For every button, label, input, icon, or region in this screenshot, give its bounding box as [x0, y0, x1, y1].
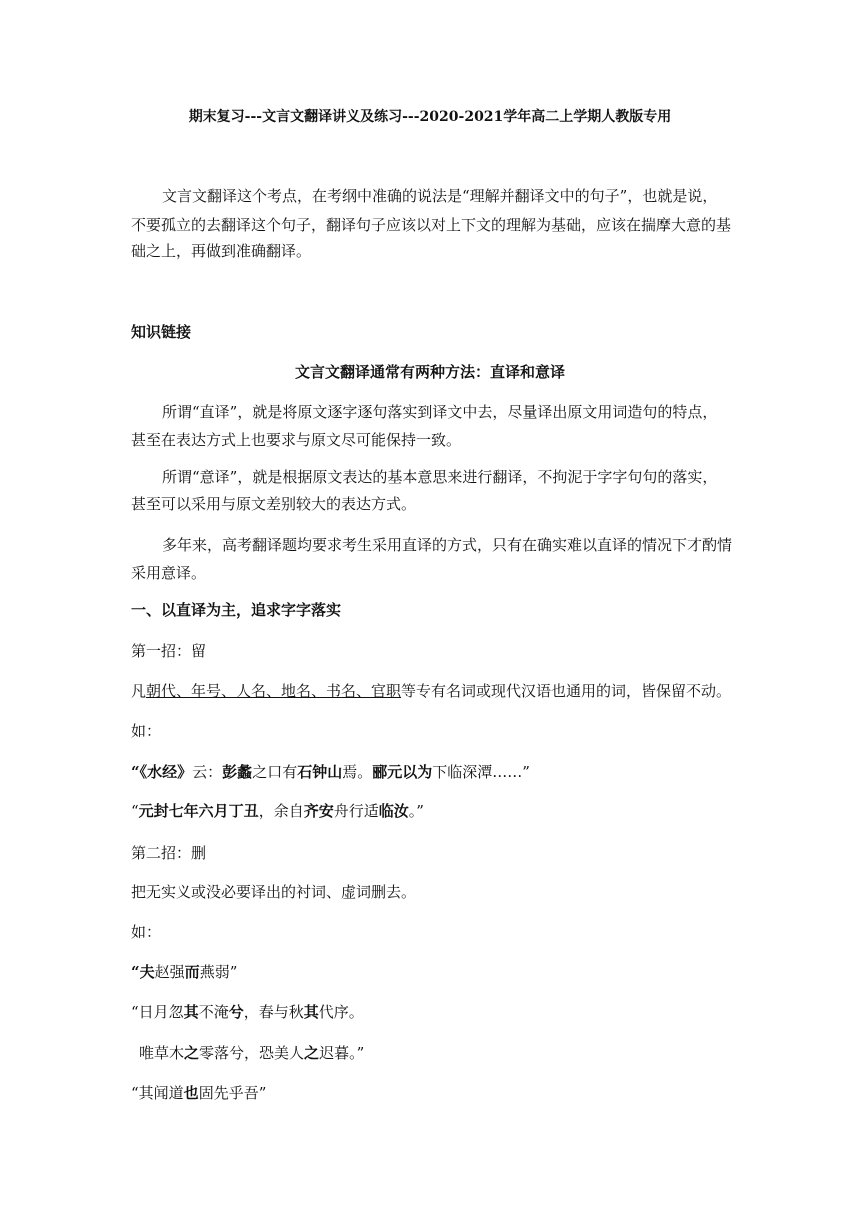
intro-line-2: 不要孤立的去翻译这个句子，翻译句子应该以对上下文的理解为基础，应该在揣摩大意的基 [131, 216, 732, 234]
bold-term: 郦元以为 [372, 763, 433, 781]
bold-term: 石钟山 [297, 763, 343, 781]
bold-term: 齐安 [303, 802, 334, 820]
rule-underlined: 朝代、年号、人名、地名、书名、官职 [146, 682, 402, 700]
bold-term: 也 [183, 1084, 199, 1102]
move2-example-3 [139, 1043, 364, 1063]
bold-term: 兮 [228, 1003, 244, 1021]
page-title: 期末复习---文言文翻译讲义及练习---2020-2021学年高二上学期人教版专用 [188, 109, 672, 125]
move1-rule [131, 681, 731, 701]
bold-term: 其 [303, 1003, 319, 1021]
text: ，春与秋 [243, 1003, 304, 1021]
text: 零落兮，恐美人 [199, 1044, 305, 1062]
bold-term: 其 [183, 1003, 199, 1021]
text: 不淹 [198, 1003, 229, 1021]
rule-prefix: 凡 [131, 682, 147, 700]
text: “ [131, 802, 139, 820]
bold-term: 夫 [139, 963, 155, 981]
bold-term: 之 [304, 1044, 320, 1062]
rule-suffix: 等专有名词或现代汉语也通用的词，皆保留不动。 [401, 682, 732, 700]
text: 。” [408, 802, 424, 820]
intro-line-3: 础之上，再做到准确翻译。 [131, 242, 312, 260]
gaokao-line-2: 采用意译。 [131, 564, 207, 582]
move2-label: 第二招：删 [131, 844, 207, 862]
quote: “ [131, 763, 140, 781]
text: 云： [192, 763, 223, 781]
text: 迟暮。” [319, 1044, 365, 1062]
text: 之口有 [252, 763, 298, 781]
text: 固先乎吾” [198, 1084, 267, 1102]
methods-heading: 文言文翻译通常有两种方法：直译和意译 [294, 363, 565, 381]
zhiyi-line-1: 所谓“直译”，就是将原文逐字逐句落实到译文中去，尽量译出原文用词造句的特点， [162, 403, 718, 421]
text: 焉。 [342, 763, 373, 781]
text: 舟行适 [333, 802, 379, 820]
text: “日月忽 [131, 1003, 184, 1021]
section-heading: 知识链接 [131, 323, 192, 341]
move2-example-label: 如： [131, 923, 162, 941]
move1-example-label: 如： [131, 722, 162, 740]
move2-example-4 [131, 1083, 266, 1103]
yiyi-line-1: 所谓“意译”，就是根据原文表达的基本意思来进行翻译，不拘泥于字字句句的落实， [162, 468, 718, 486]
yiyi-line-2: 甚至可以采用与原文差别较大的表达方式。 [131, 495, 417, 513]
text: 赵强 [154, 963, 185, 981]
intro-line-1: 文言文翻译这个考点，在考纲中准确的说法是“理解并翻译文中的句子”，也就是说， [162, 187, 718, 205]
bold-term: 临汝 [378, 802, 409, 820]
bold-term: 之 [184, 1044, 200, 1062]
text: “其闻道 [131, 1084, 184, 1102]
move1-example-1 [131, 762, 530, 782]
move1-example-2 [131, 801, 424, 821]
move2-rule: 把无实义或没必要译出的衬词、虚词删去。 [131, 883, 417, 901]
book-title: 《水经》 [139, 763, 193, 781]
move1-label: 第一招：留 [131, 642, 207, 660]
move2-example-2 [131, 1002, 364, 1022]
text: 下临深潭……” [432, 763, 530, 781]
text: “ [131, 963, 140, 981]
text: 代序。 [318, 1003, 364, 1021]
bold-term: 元封七年六月丁丑 [138, 802, 259, 820]
text: ，余自 [258, 802, 304, 820]
text: 唯草木 [139, 1044, 185, 1062]
bold-term: 而 [184, 963, 200, 981]
part1-heading: 一、以直译为主，追求字字落实 [131, 601, 342, 619]
gaokao-line-1: 多年来，高考翻译题均要求考生采用直译的方式，只有在确实难以直译的情况下才酌情 [162, 536, 733, 554]
zhiyi-line-2: 甚至在表达方式上也要求与原文尽可能保持一致。 [131, 431, 462, 449]
move2-example-1 [131, 962, 237, 982]
text: 燕弱” [199, 963, 238, 981]
bold-term: 彭蠡 [222, 763, 253, 781]
